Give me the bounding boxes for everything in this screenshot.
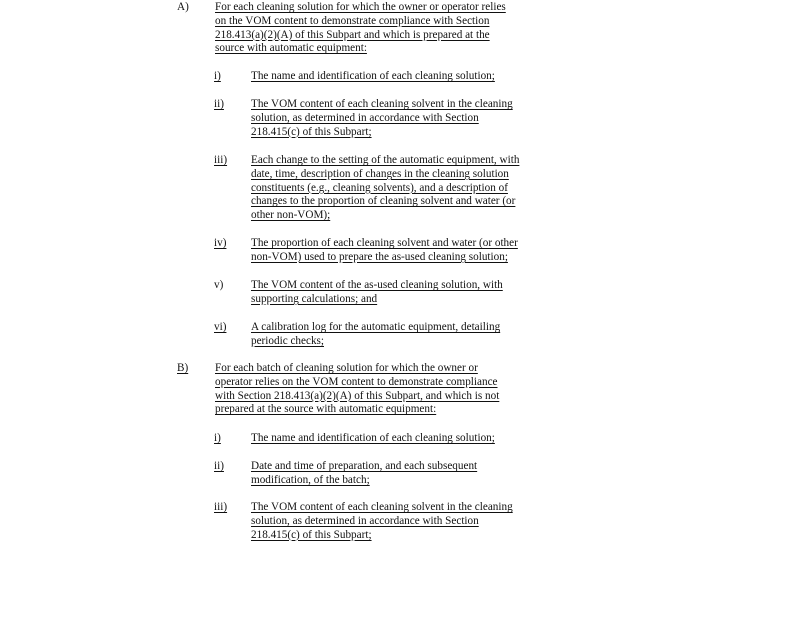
section-b-text	[215, 362, 499, 417]
item-text	[251, 154, 519, 223]
item-line: The VOM content of each cleaning solvent in the cleaning	[251, 98, 513, 110]
item-text	[251, 70, 495, 84]
item-label: ii)	[214, 98, 224, 110]
section-a-text	[215, 1, 506, 56]
section-b-line: with Section 218.413(a)(2)(A) of this Subpart, and which is not	[215, 389, 500, 402]
item-text	[251, 321, 500, 349]
item-line: The VOM content of each cleaning solvent in the cleaning	[251, 501, 513, 513]
section-b-line: prepared at the source with automatic equipment:	[215, 403, 437, 416]
item-line: The VOM content of the as-used cleaning solution, with	[251, 279, 503, 291]
section-b-line: operator relies on the VOM content to demonstrate compliance	[215, 375, 498, 388]
item-label: iii)	[214, 501, 228, 513]
section-b-label: B)	[177, 362, 189, 374]
item-line: date, time, description of changes in the cleaning solution	[251, 167, 509, 180]
item-line: Each change to the setting of the automatic equipment, with	[251, 154, 520, 166]
item-line: Date and time of preparation, and each subsequent	[251, 460, 478, 472]
item-text	[251, 501, 513, 542]
item-label: vi)	[214, 321, 227, 333]
section-a-line: 218.413(a)(2)(A) of this Subpart and which is prepared at the	[215, 28, 490, 41]
section-b-line: For each batch of cleaning solution for which the owner or	[215, 362, 478, 374]
item-text	[251, 432, 495, 446]
section-a-line: For each cleaning solution for which the owner or operator relies	[215, 1, 506, 13]
item-text	[251, 98, 513, 139]
item-label: v)	[214, 279, 224, 291]
item-line: The proportion of each cleaning solvent and water (or other	[251, 237, 518, 249]
item-line: The name and identification of each cleaning solution;	[251, 432, 495, 444]
item-line: constituents (e.g., cleaning solvents), and a description of	[251, 181, 508, 194]
item-label: i)	[214, 70, 221, 82]
section-a-label: A)	[177, 1, 189, 13]
item-text	[251, 279, 503, 307]
item-label: iv)	[214, 237, 227, 249]
item-label: i)	[214, 432, 221, 444]
item-text	[251, 237, 518, 265]
item-text	[251, 460, 477, 488]
item-label: ii)	[214, 460, 224, 472]
item-line: non-VOM) used to prepare the as-used cleaning solution;	[251, 250, 508, 263]
section-a-line: source with automatic equipment:	[215, 42, 367, 55]
item-line: periodic checks;	[251, 334, 324, 347]
item-line: modification, of the batch;	[251, 473, 370, 486]
item-line: 218.415(c) of this Subpart;	[251, 125, 372, 138]
item-line: solution, as determined in accordance with Section	[251, 111, 479, 124]
item-line: 218.415(c) of this Subpart;	[251, 528, 372, 541]
item-line: solution, as determined in accordance with Section	[251, 514, 479, 527]
item-label: iii)	[214, 154, 228, 166]
item-line: supporting calculations; and	[251, 292, 378, 305]
item-line: A calibration log for the automatic equipment, detailing	[251, 321, 501, 333]
item-line: changes to the proportion of cleaning solvent and water (or	[251, 195, 516, 208]
section-a-line: on the VOM content to demonstrate compliance with Section	[215, 14, 490, 27]
item-line: The name and identification of each cleaning solution;	[251, 70, 495, 82]
item-line: other non-VOM);	[251, 209, 331, 222]
